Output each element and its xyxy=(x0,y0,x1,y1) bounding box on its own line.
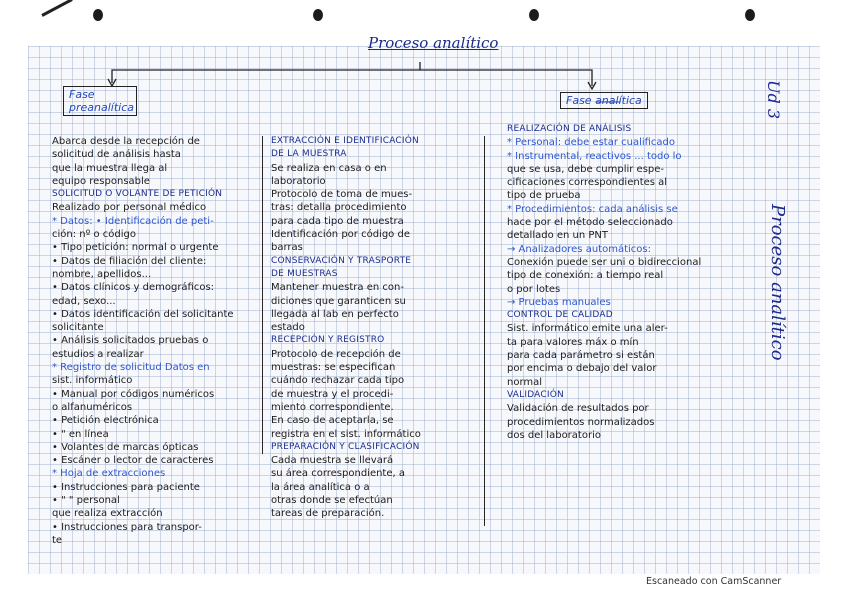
note-line: estado xyxy=(271,322,305,334)
unit-label: Ud 3 xyxy=(764,80,783,119)
note-line: para cada parámetro si están xyxy=(507,350,655,362)
fase-preanalitica-label: Fase preanalítica xyxy=(63,86,137,116)
note-line: • Datos identificación del solicitante xyxy=(52,308,234,320)
note-line: tipo de prueba xyxy=(507,190,581,202)
note-line: • Instrucciones para transpor- xyxy=(52,521,202,533)
note-line: estudios a realizar xyxy=(52,348,144,360)
note-line: • Análisis solicitados pruebas o xyxy=(52,335,209,347)
note-line: laboratorio xyxy=(271,175,326,187)
note-line: que la muestra llega al xyxy=(52,162,168,174)
note-line: dos del laboratorio xyxy=(507,429,601,441)
note-line: Sist. informático emite una aler- xyxy=(507,323,668,335)
section-heading: EXTRACCIÓN E IDENTIFICACIÓN xyxy=(271,136,419,146)
note-line: * Personal: debe estar cualificado xyxy=(507,137,676,149)
note-line: nombre, apellidos... xyxy=(52,268,152,280)
note-line: • Manual por códigos numéricos xyxy=(52,388,215,400)
note-line: de muestra y el procedi- xyxy=(271,388,394,400)
note-line: tareas de preparación. xyxy=(271,508,385,520)
note-line: registra en el sist. informático xyxy=(271,428,421,440)
note-line: * Procedimientos: cada análisis se xyxy=(507,203,678,215)
section-heading: DE LA MUESTRA xyxy=(271,149,347,160)
note-line: equipo responsable xyxy=(52,175,150,187)
note-line: En caso de aceptarla, se xyxy=(271,415,394,427)
note-line: * Instrumental, reactivos ... todo lo xyxy=(507,150,682,162)
column-divider xyxy=(262,136,263,454)
note-line: que realiza extracción xyxy=(52,508,163,520)
column-divider xyxy=(484,136,485,526)
section-heading: VALIDACIÓN xyxy=(507,389,564,400)
note-line: Validación de resultados por xyxy=(507,403,649,415)
note-line: • " " personal xyxy=(52,495,120,507)
note-line: por encima o debajo del valor xyxy=(507,363,657,375)
note-line: edad, sexo... xyxy=(52,295,116,307)
section-heading: REALIZACIÓN DE ANÁLISIS xyxy=(507,124,632,134)
note-line: • Volantes de marcas ópticas xyxy=(52,441,199,453)
note-line: te xyxy=(52,534,63,546)
note-line: para cada tipo de muestra xyxy=(271,215,404,227)
note-line: detallado en un PNT xyxy=(507,230,609,242)
note-line: • " en línea xyxy=(52,428,109,440)
note-line: → Analizadores automáticos: xyxy=(507,243,651,255)
note-line: su área correspondiente, a xyxy=(271,468,405,480)
sample-notes xyxy=(271,135,421,521)
note-line: • Instrucciones para paciente xyxy=(52,481,200,493)
note-line: ción: nº o código xyxy=(52,229,137,241)
note-line: Mantener muestra en con- xyxy=(271,282,404,294)
note-line: • Datos clínicos y demográficos: xyxy=(52,282,215,294)
note-line: → Pruebas manuales xyxy=(507,296,611,308)
note-line: Cada muestra se llevará xyxy=(271,455,394,467)
section-heading: CONSERVACIÓN Y TRASPORTE xyxy=(271,255,412,266)
section-heading: CONTROL DE CALIDAD xyxy=(507,310,613,321)
note-line: • Escáner o lector de caracteres xyxy=(52,455,214,467)
note-line: Se realiza en casa o en xyxy=(271,162,387,174)
note-line: barras xyxy=(271,242,303,254)
side-title: Proceso analítico xyxy=(767,204,788,361)
section-heading: PREPARACIÓN Y CLASIFICACIÓN xyxy=(271,441,420,452)
note-line: normal xyxy=(507,376,543,388)
note-line: sist. informático xyxy=(52,375,133,387)
scanner-watermark: Escaneado con CamScanner xyxy=(646,576,782,587)
note-line: * Datos: • Identificación de peti- xyxy=(52,215,214,227)
note-line: o por lotes xyxy=(507,283,561,295)
section-heading: RECEPCIÓN Y REGISTRO xyxy=(271,335,385,346)
note-line: * Registro de solicitud Datos en xyxy=(52,362,210,374)
note-line: tras: detalla procedimiento xyxy=(271,202,407,214)
note-line: o alfanuméricos xyxy=(52,401,133,413)
note-line: Abarca desde la recepción de xyxy=(52,136,200,147)
note-line: Protocolo de recepción de xyxy=(271,348,401,360)
note-line: la área analítica o a xyxy=(271,481,370,493)
note-line: otras donde se efectúan xyxy=(271,495,393,507)
page-title: Proceso analítico xyxy=(368,34,499,52)
note-line: Protocolo de toma de mues- xyxy=(271,189,413,201)
note-line: miento correspondiente. xyxy=(271,401,394,413)
analytic-notes xyxy=(507,123,701,442)
note-line: Identificación por código de xyxy=(271,229,410,241)
note-line: • Datos de filiación del cliente: xyxy=(52,255,207,267)
note-line: tipo de conexión: a tiempo real xyxy=(507,270,664,282)
note-line: cificaciones correspondientes al xyxy=(507,177,668,189)
note-line: Realizado por personal médico xyxy=(52,202,207,214)
note-line: diciones que garanticen su xyxy=(271,295,406,307)
note-line: solicitud de análisis hasta xyxy=(52,149,181,161)
note-line: muestras: se especifican xyxy=(271,362,396,374)
fase-analitica-label: Fase analítica xyxy=(560,92,648,109)
section-heading: DE MUESTRAS xyxy=(271,268,338,279)
preanalytic-notes xyxy=(52,135,234,547)
note-line: procedimientos normalizados xyxy=(507,416,655,428)
note-line: cuándo rechazar cada tipo xyxy=(271,375,405,387)
note-line: ta para valores máx o mín xyxy=(507,336,639,348)
note-line: • Petición electrónica xyxy=(52,415,159,427)
note-line: Conexión puede ser uni o bidireccional xyxy=(507,256,702,268)
section-heading: SOLICITUD O VOLANTE DE PETICIÓN xyxy=(52,189,223,200)
note-line: • Tipo petición: normal o urgente xyxy=(52,242,219,254)
note-line: que se usa, debe cumplir espe- xyxy=(507,163,665,175)
note-line: hace por el método seleccionado xyxy=(507,217,673,229)
note-line: llegada al lab en perfecto xyxy=(271,308,399,320)
note-line: * Hoja de extracciones xyxy=(52,468,166,480)
note-line: solicitante xyxy=(52,322,104,334)
